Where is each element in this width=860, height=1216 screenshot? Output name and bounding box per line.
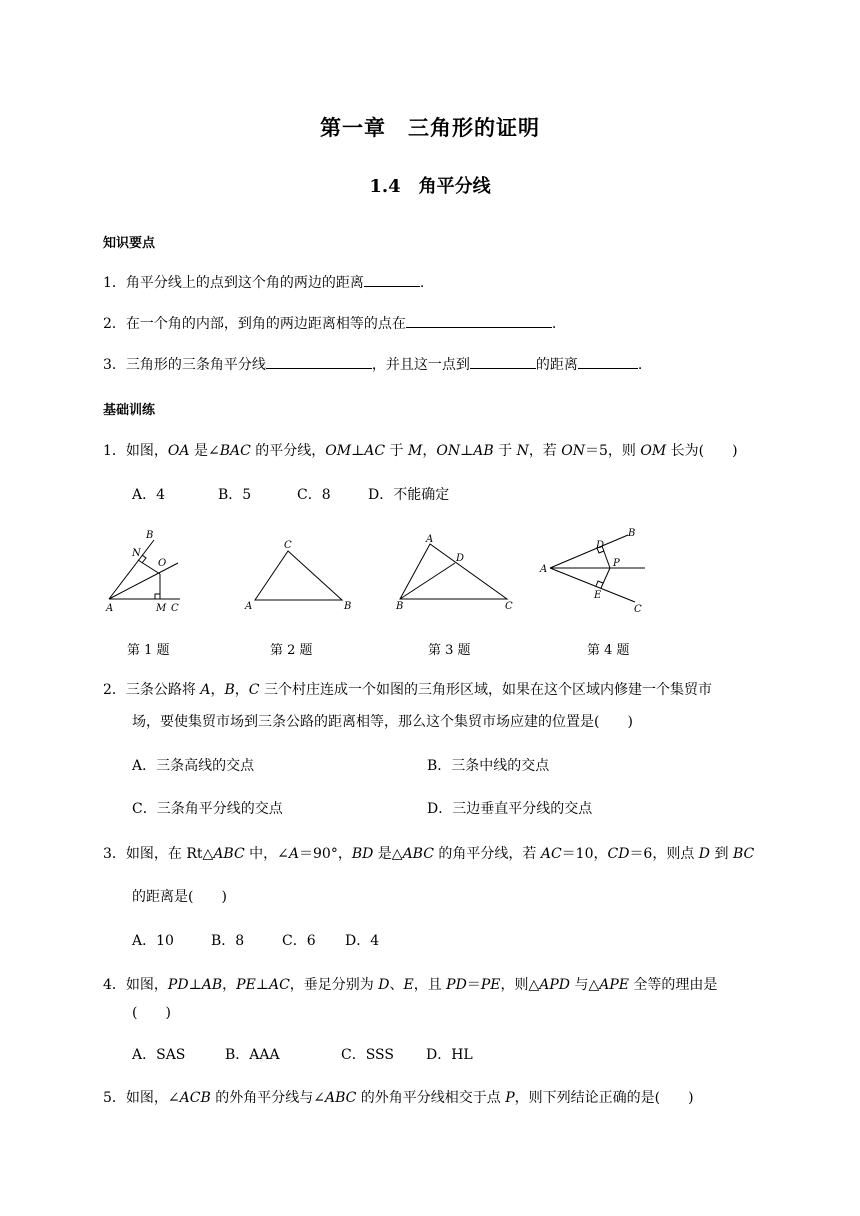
fig2-label-b: B bbox=[344, 601, 352, 612]
answer-blank[interactable] bbox=[266, 353, 372, 369]
fig3-label-d: D bbox=[456, 553, 465, 564]
basic-q2-stem: 2．三条公路将 A，B，C 三个村庄连成一个如图的三角形区域，如果在这个区域内修建一个集贸市 bbox=[103, 682, 712, 698]
fig1-label-a: A bbox=[106, 603, 114, 614]
q1-option-d[interactable]: D．不能确定 bbox=[368, 487, 450, 503]
figure-1-caption: 第 1 题 bbox=[127, 643, 170, 658]
figure-4-caption: 第 4 题 bbox=[587, 643, 630, 658]
q4-option-d[interactable]: D．HL bbox=[426, 1047, 473, 1063]
basic-q4-stem-line2: ( ) bbox=[132, 1005, 171, 1021]
fig2-label-c: C bbox=[284, 540, 292, 551]
q1-option-c[interactable]: C．8 bbox=[297, 487, 331, 503]
figure-2-caption: 第 2 题 bbox=[270, 643, 313, 658]
fig1-label-c: C bbox=[171, 603, 179, 614]
section-title: 1.4 角平分线 bbox=[369, 176, 491, 197]
basic-q1-stem: 1．如图，OA 是∠BAC 的平分线，OM⊥AC 于 M，ON⊥AB 于 N，若 ON＝5，则 OM 长为( ) bbox=[103, 443, 738, 459]
answer-blank[interactable] bbox=[470, 353, 536, 369]
q1-option-a[interactable]: A．4 bbox=[132, 487, 166, 503]
q2-option-d[interactable]: D．三边垂直平分线的交点 bbox=[427, 801, 593, 817]
answer-blank[interactable] bbox=[364, 271, 420, 287]
figure-3-caption: 第 3 题 bbox=[428, 643, 471, 658]
knowledge-q1: 1．角平分线上的点到这个角的两边的距离 . bbox=[103, 271, 424, 292]
fig1-label-o: O bbox=[158, 558, 167, 569]
basic-q3-stem: 3．如图，在 Rt△ABC 中，∠A＝90°，BD 是△ABC 的角平分线，若 AC＝10，CD＝6，则点 D 到 BC bbox=[103, 846, 755, 862]
fig3-label-c: C bbox=[505, 601, 513, 612]
knowledge-heading: 知识要点 bbox=[103, 236, 156, 251]
q4-option-a[interactable]: A．SAS bbox=[132, 1047, 186, 1063]
q3-option-d[interactable]: D．4 bbox=[345, 933, 380, 949]
q3-option-c[interactable]: C．6 bbox=[282, 933, 316, 949]
q3-option-b[interactable]: B．8 bbox=[211, 933, 245, 949]
answer-blank[interactable] bbox=[406, 312, 552, 328]
fig4-label-d: D bbox=[596, 540, 605, 551]
figures-row bbox=[100, 520, 760, 620]
fig4-label-p: P bbox=[613, 558, 620, 569]
answer-blank[interactable] bbox=[578, 353, 638, 369]
q2-option-b[interactable]: B．三条中线的交点 bbox=[427, 758, 550, 774]
fig4-label-a: A bbox=[540, 564, 548, 575]
basic-q3-stem-line2: 的距离是( ) bbox=[132, 889, 227, 905]
figure-1 bbox=[109, 540, 180, 599]
figure-3 bbox=[400, 544, 507, 599]
basic-q5-stem: 5．如图，∠ACB 的外角平分线与∠ABC 的外角平分线相交于点 P，则下列结论正确的是( ) bbox=[103, 1090, 694, 1106]
basic-q4-stem: 4．如图，PD⊥AB，PE⊥AC，垂足分别为 D、E，且 PD＝PE，则△APD 与△APE 全等的理由是 bbox=[103, 977, 718, 993]
fig1-label-b: B bbox=[146, 530, 154, 541]
basic-q2-stem-line2: 场，要使集贸市场到三条公路的距离相等，那么这个集贸市场应建的位置是( ) bbox=[132, 714, 633, 730]
chapter-title: 第一章 三角形的证明 bbox=[320, 115, 540, 140]
q4-option-b[interactable]: B．AAA bbox=[225, 1047, 280, 1063]
fig3-label-b: B bbox=[396, 601, 404, 612]
figure-2 bbox=[255, 551, 342, 600]
fig4-label-e: E bbox=[594, 590, 602, 601]
fig4-label-b: B bbox=[628, 528, 636, 539]
knowledge-q3: 3．三角形的三条角平分线 ，并且这一点到 的距离 . bbox=[103, 353, 642, 374]
basic-heading: 基础训练 bbox=[103, 403, 156, 418]
knowledge-q2: 2．在一个角的内部，到角的两边距离相等的点在 . bbox=[103, 312, 556, 333]
fig1-label-m: M bbox=[156, 603, 167, 614]
fig1-label-n: N bbox=[132, 548, 141, 559]
q2-option-a[interactable]: A．三条高线的交点 bbox=[132, 758, 255, 774]
q4-option-c[interactable]: C．SSS bbox=[341, 1047, 394, 1063]
q2-option-c[interactable]: C．三条角平分线的交点 bbox=[132, 801, 283, 817]
fig3-label-a: A bbox=[426, 534, 434, 545]
q3-option-a[interactable]: A．10 bbox=[132, 933, 174, 949]
fig4-label-c: C bbox=[634, 604, 642, 615]
q1-option-b[interactable]: B．5 bbox=[218, 487, 252, 503]
fig2-label-a: A bbox=[245, 601, 253, 612]
